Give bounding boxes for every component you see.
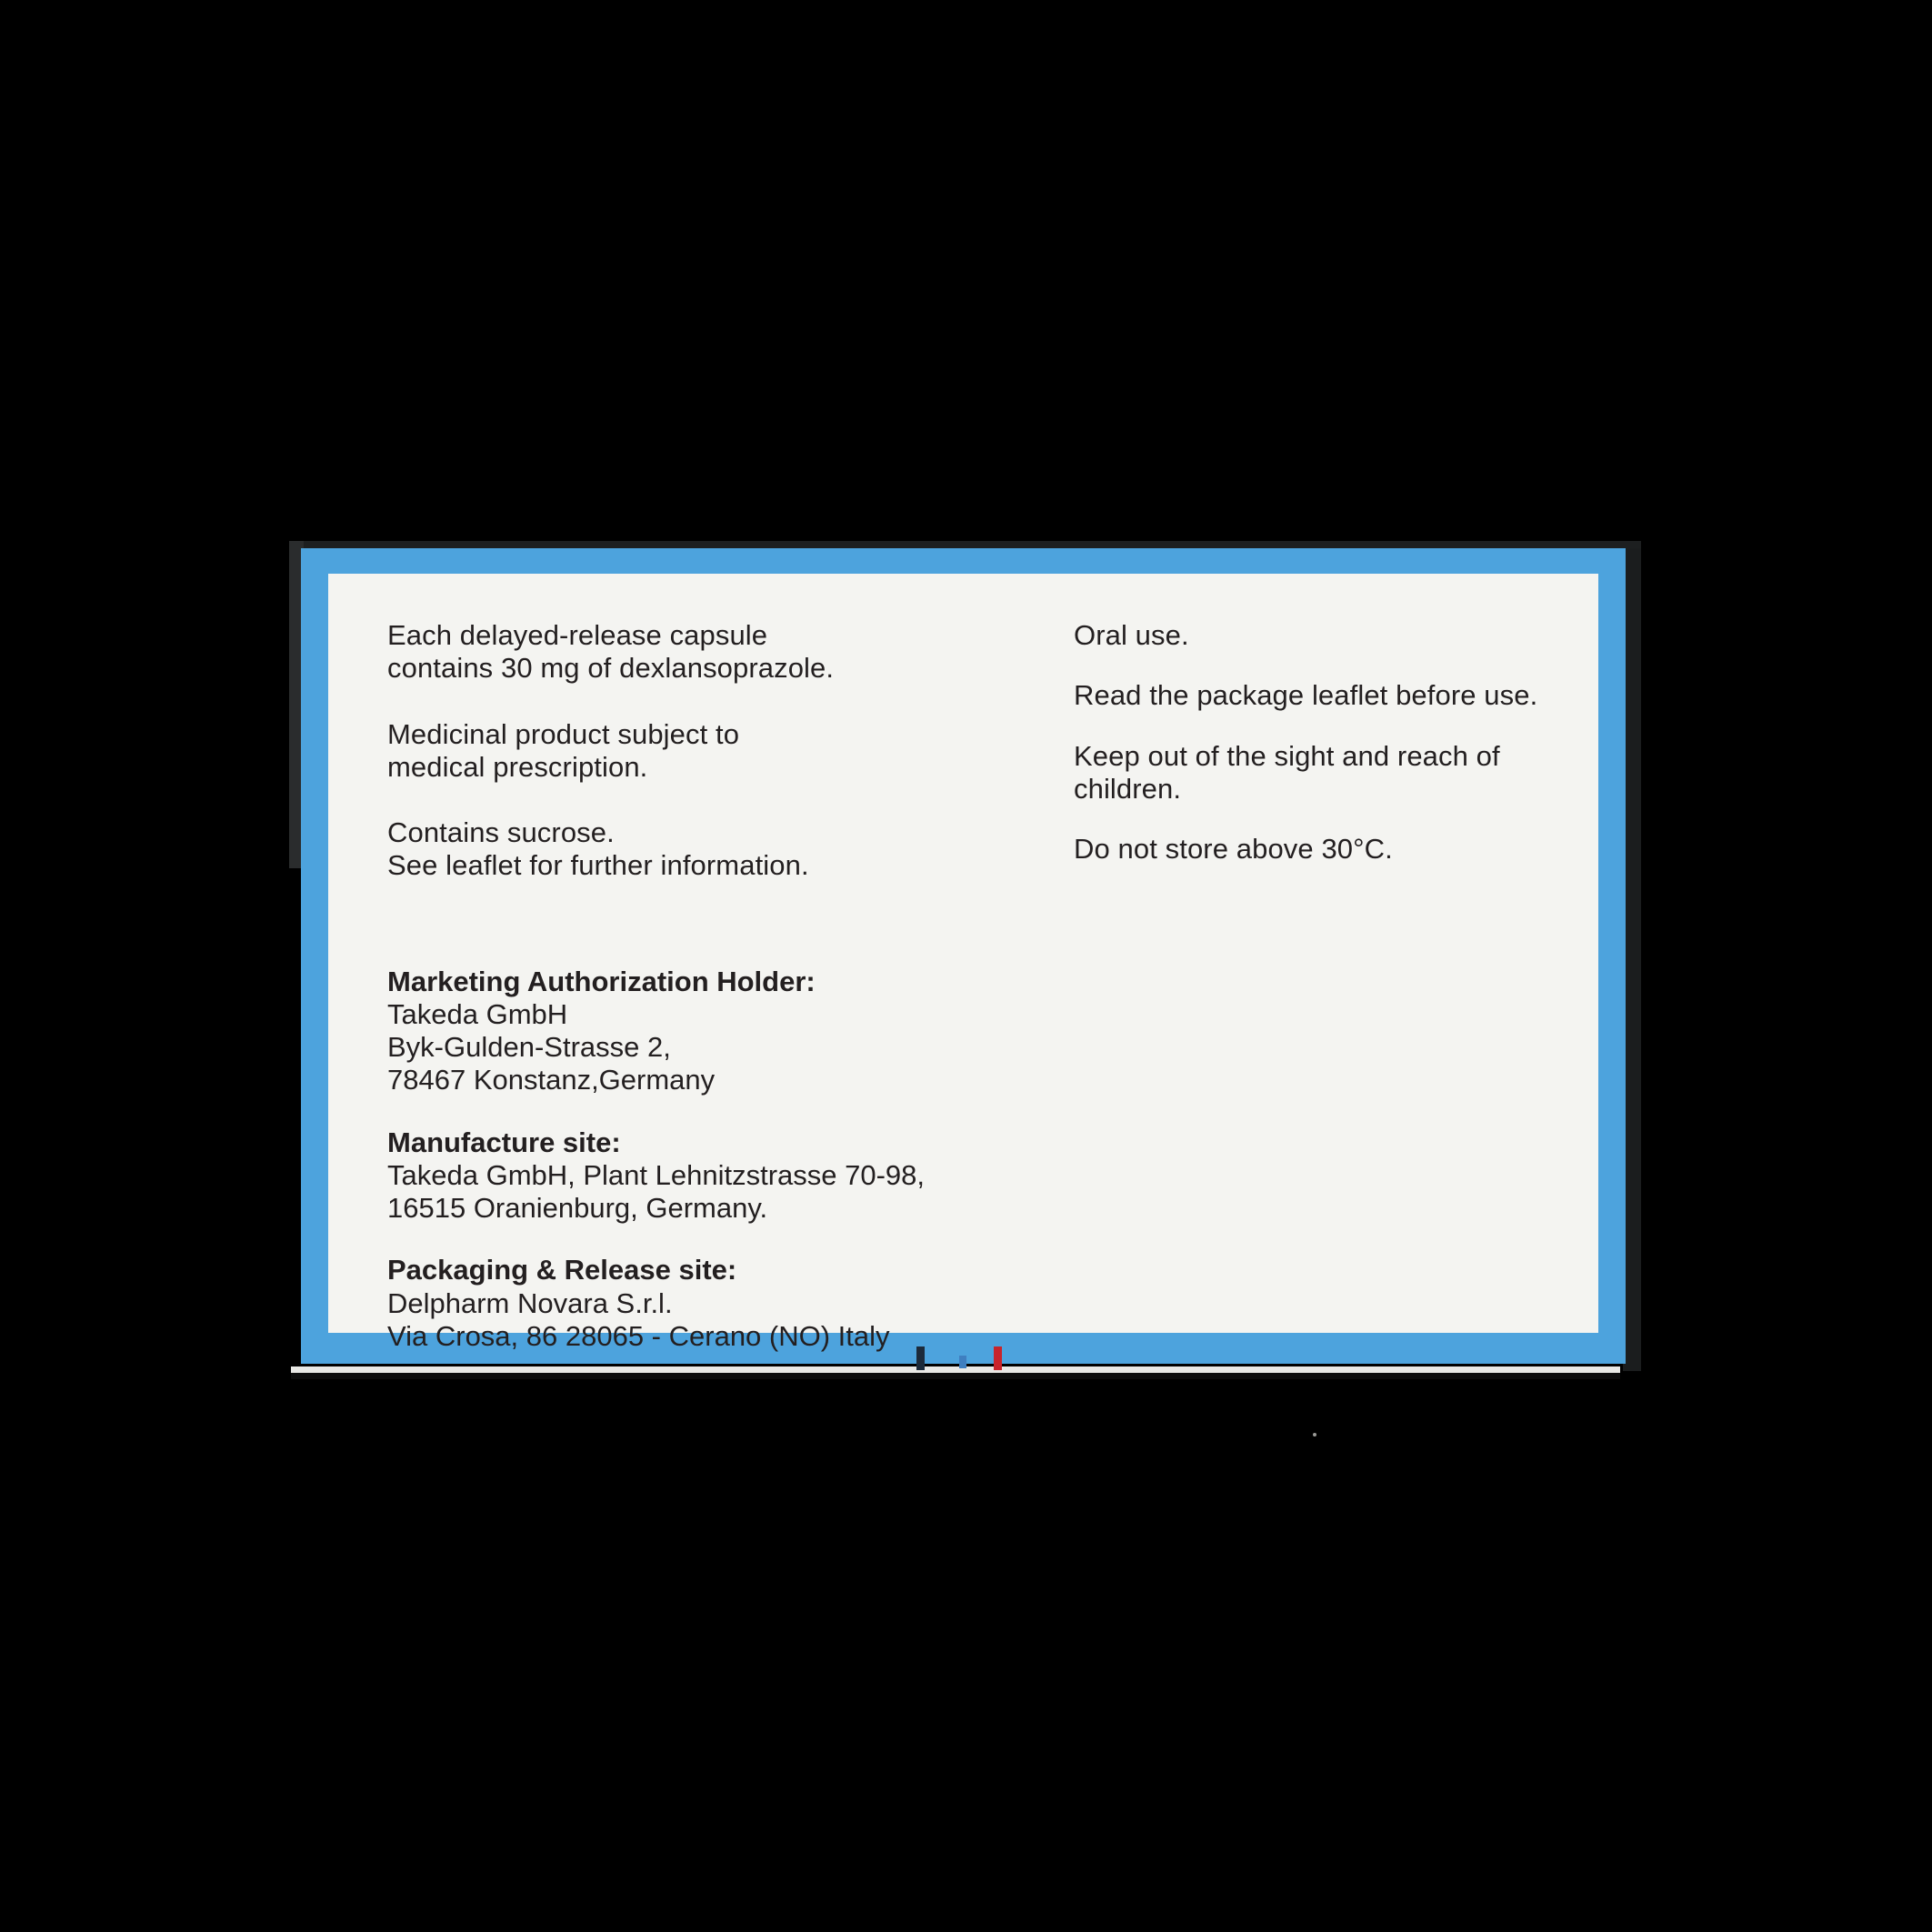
packaging-line-1: Delpharm Novara S.r.l. <box>387 1286 673 1319</box>
manufacture-site-block <box>387 1126 1060 1226</box>
excipient-line-1: Contains sucrose. <box>387 816 615 849</box>
manufacture-line-2: 16515 Oranienburg, Germany. <box>387 1192 768 1225</box>
register-mark-dark-icon <box>916 1346 925 1370</box>
excipient-line-2: See leaflet for further information. <box>387 849 809 882</box>
packaging-heading: Packaging & Release site: <box>387 1254 737 1286</box>
prescription-block <box>387 718 1060 785</box>
carton-bottom-shadow <box>291 1373 1620 1379</box>
prescription-line-2: medical prescription. <box>387 750 648 783</box>
register-mark-blue-icon <box>959 1356 966 1368</box>
carton-print-area <box>328 574 1598 1352</box>
marketing-authorization-holder-block <box>387 966 1060 1097</box>
composition-line-1: Each delayed-release capsule <box>387 619 768 651</box>
children-line-2: children. <box>1074 772 1182 805</box>
children-line-1: Keep out of the sight and reach of <box>1074 739 1500 772</box>
storage-line-1: Do not store above 30°C. <box>1074 833 1393 866</box>
manufacture-line-1: Takeda GmbH, Plant Lehnitzstrasse 70-98, <box>387 1158 926 1191</box>
keep-out-of-reach-block <box>1074 740 1583 806</box>
mah-line-3: 78467 Konstanz,Germany <box>387 1064 716 1096</box>
route-line-1: Oral use. <box>1074 619 1189 651</box>
composition-block <box>387 619 1060 686</box>
print-speck <box>1313 1433 1316 1436</box>
composition-line-2: contains 30 mg of dexlansoprazole. <box>387 652 835 685</box>
leaflet-notice-block <box>1074 679 1583 712</box>
storage-condition-block <box>1074 833 1583 866</box>
leaflet-line-1: Read the package leaflet before use. <box>1074 679 1538 712</box>
excipient-block <box>387 816 1060 883</box>
manufacture-heading: Manufacture site: <box>387 1126 621 1158</box>
carton-right-edge <box>1623 548 1641 1371</box>
mah-heading: Marketing Authorization Holder: <box>387 965 816 997</box>
mah-line-1: Takeda GmbH <box>387 997 568 1030</box>
panel-spacer <box>387 916 1060 966</box>
carton-blue-border <box>301 548 1626 1364</box>
route-of-administration-block <box>1074 619 1583 652</box>
prescription-line-1: Medicinal product subject to <box>387 717 740 750</box>
register-mark-red-icon <box>994 1346 1002 1370</box>
left-text-panel <box>387 619 1060 1382</box>
right-text-panel <box>1074 619 1583 893</box>
mah-line-2: Byk-Gulden-Strasse 2, <box>387 1031 671 1064</box>
packaging-release-site-block <box>387 1254 1060 1353</box>
medicine-carton <box>289 541 1641 1377</box>
packaging-line-2: Via Crosa, 86 28065 - Cerano (NO) Italy <box>387 1319 890 1352</box>
